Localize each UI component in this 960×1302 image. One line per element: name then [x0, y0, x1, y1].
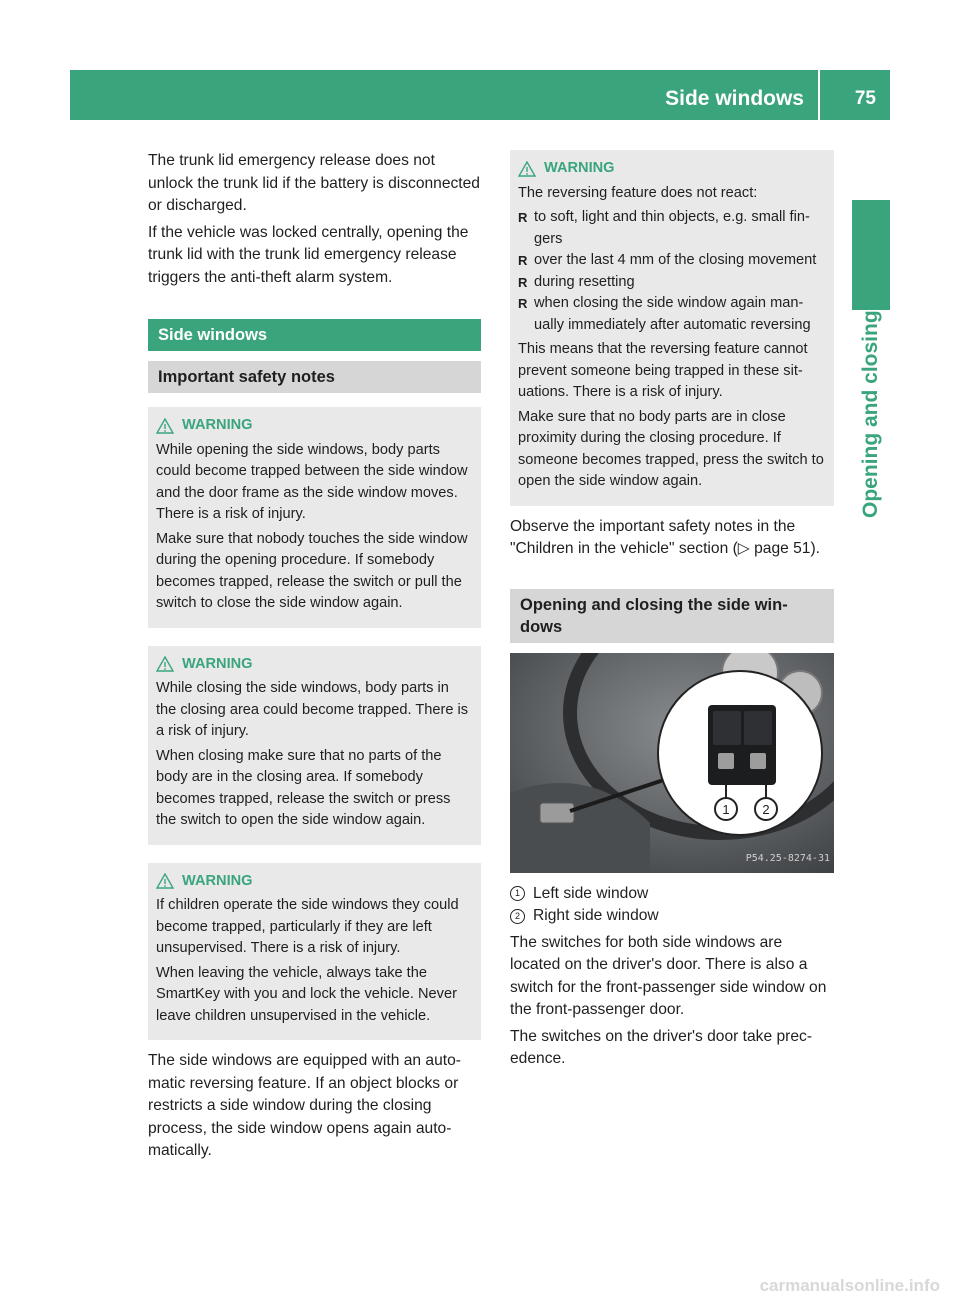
warning-box-4 [510, 150, 834, 506]
legend-text: Left side window [533, 884, 649, 902]
list-item: R to soft, light and thin objects, e.g. small fingers [518, 207, 826, 250]
observe-paragraph: Observe the important safety notes in the "Children in the vehicle" section (▷ page 51). [510, 517, 821, 557]
callout-2: 2 [762, 801, 770, 817]
header-bar [70, 70, 890, 120]
list-item: R when closing the side window again manually immediately after automatic reversing [518, 293, 826, 336]
legend-number: 2 [510, 909, 525, 924]
section-heading: Side windows [148, 319, 481, 351]
watermark: carmanualsonline.info [759, 1276, 940, 1295]
warning-triangle-icon [156, 656, 174, 672]
intro-paragraph-2: If the vehicle was locked centrally, opening the trunk lid with the trunk lid emergency release triggers the anti-theft alarm system. [148, 223, 469, 286]
precedence-paragraph: The switches on the driver's door take precedence. [510, 1027, 813, 1067]
left-column [148, 150, 481, 1167]
warning-label: WARNING [544, 160, 615, 176]
warning-label: WARNING [182, 417, 253, 433]
warning-label: WARNING [182, 872, 253, 889]
bullet-list [518, 207, 826, 336]
warning-text: While opening the side windows, body parts could become trapped between the side window and the door frame as the side window moves. There is a risk of injury. [156, 441, 468, 522]
warning-triangle-icon [156, 418, 174, 434]
warning-text: While closing the side windows, body parts in the closing area could become trapped. There is a risk of injury. [156, 680, 469, 739]
warning-text: The reversing feature does not react: [518, 184, 758, 201]
right-column [510, 150, 834, 1075]
warning-box-2 [148, 646, 481, 845]
chapter-label: Opening and closing [859, 310, 882, 518]
callout-1: 1 [722, 801, 730, 817]
warning-text: When closing make sure that no parts of the body are in the closing area. If somebody becomes trapped, release the switch or press the switch to open the side window again. [156, 747, 451, 828]
list-item: R during resetting [518, 272, 826, 294]
list-item: R over the last 4 mm of the closing movement [518, 250, 826, 272]
page-number: 75 [854, 88, 876, 109]
warning-text: If children operate the side windows they could become trapped, particularly if they are left unsupervised. There is a risk of injury. [156, 897, 459, 956]
page-title: Side windows [665, 70, 820, 120]
page-reference-link[interactable]: page 51 [754, 540, 811, 557]
figure-code: P54.25-8274-31 [745, 853, 830, 864]
warning-triangle-icon [518, 161, 536, 177]
warning-triangle-icon [156, 873, 174, 889]
reversing-paragraph: The side windows are equipped with an automatic reversing feature. If an object blocks or restricts a side window during the closing process, the side window opens again automatically. [148, 1052, 461, 1159]
intro-paragraph-1: The trunk lid emergency release does not unlock the trunk lid if the battery is disconnected or discharged. [148, 152, 480, 214]
switches-paragraph: The switches for both side windows are located on the driver's door. There is also a switch for the front-passenger side window on the front-passenger door. [510, 933, 827, 1018]
warning-text: When leaving the vehicle, always take the SmartKey with you and lock the vehicle. Never leave children unsupervised in the vehicle. [156, 964, 457, 1024]
subsection-heading: Important safety notes [148, 361, 481, 393]
legend-number: 1 [510, 886, 525, 901]
legend-text: Right side window [533, 907, 659, 924]
page-ref-arrow-icon: ▷ [737, 540, 750, 557]
warning-text: Make sure that nobody touches the side window during the opening procedure. If somebody becomes trapped, release the switch or pull the switch to close the side window again. [156, 530, 468, 611]
window-switch-illustration [510, 653, 834, 873]
warning-box-1 [148, 407, 481, 628]
subsection-heading-2: Opening and closing the side windows [510, 589, 834, 643]
window-switch-figure [510, 653, 834, 873]
chapter-tab [852, 200, 890, 310]
legend-item-1 [510, 883, 834, 906]
warning-box-3 [148, 863, 481, 1041]
legend-item-2 [510, 905, 834, 928]
warning-label: WARNING [182, 655, 253, 672]
warning-text: Make sure that no body parts are in close proximity during the closing procedure. If someone becomes trapped, press the switch to open the side window again. [518, 408, 824, 489]
warning-text: This means that the reversing feature cannot prevent someone being trapped in these situations. There is a risk of injury. [518, 341, 808, 400]
